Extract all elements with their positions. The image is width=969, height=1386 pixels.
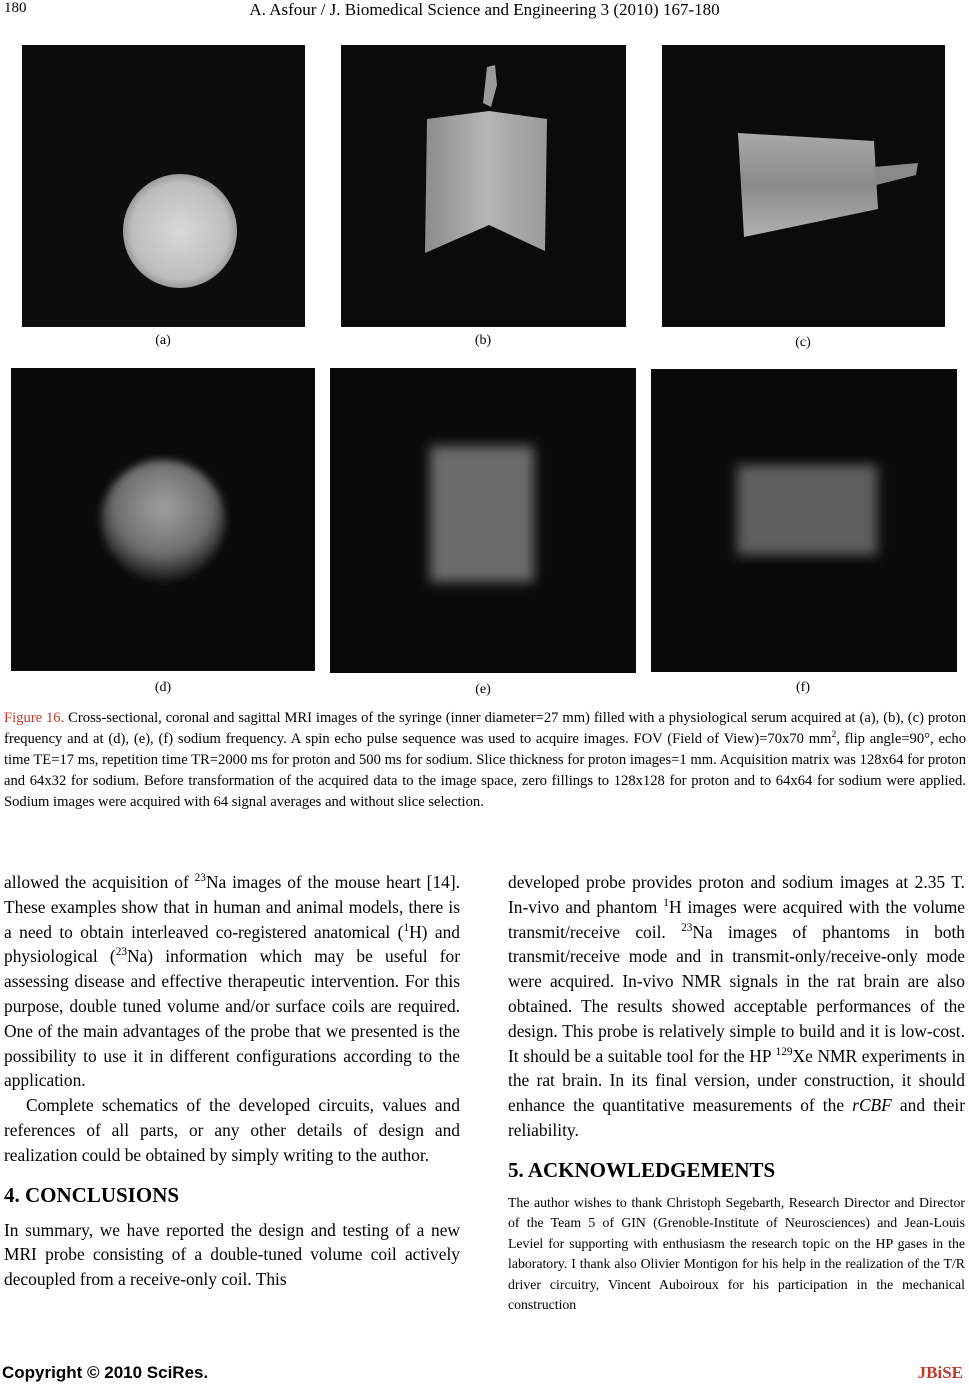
left-paragraph-2: Complete schematics of the developed circuits, values and references of all parts, or any other details of design and realization could be obtained by simply writing to the author. bbox=[4, 1095, 460, 1165]
caption-text: Cross-sectional, coronal and sagittal MRI images of the syringe (inner diameter=27 mm) filled with a physiological serum acquired at (a), (b), (c) proton frequency and at (d), (e), (f) sodium frequency. A spin echo pulse sequence was used to acquire images. FOV (Field of View)=70x70 mm bbox=[4, 710, 966, 747]
figure-caption bbox=[4, 708, 966, 813]
mri-image-e bbox=[330, 368, 636, 673]
footer-journal: JBiSE bbox=[917, 1363, 963, 1382]
caption-text-continued: , flip angle=90°, echo time TE=17 ms, repetition time TR=2000 ms for proton and 500 ms for sodium. Slice thickness for proton images=1 mm. Acquisition matrix was 128x64 for proton and 64x32 for sodium. Before transformation of the acquired data to the image space, zero fillings to 128x128 for proton and to 64x64 for sodium were applied. Sodium images were acquired with 64 signal averages and without slice selection. bbox=[4, 731, 966, 810]
mri-image-c bbox=[662, 45, 945, 327]
disc-signal bbox=[123, 174, 237, 288]
right-column bbox=[508, 870, 965, 1316]
superscript: 23 bbox=[194, 872, 206, 885]
superscript: 23 bbox=[681, 921, 693, 934]
panel-label-c: (c) bbox=[795, 335, 811, 350]
mri-image-f bbox=[651, 369, 957, 672]
mri-image-b bbox=[341, 45, 626, 327]
section-heading-acknowledgements: 5. ACKNOWLEDGEMENTS bbox=[508, 1157, 776, 1182]
left-column bbox=[4, 870, 460, 1292]
rect-signal bbox=[430, 446, 534, 582]
superscript: 1 bbox=[403, 921, 410, 934]
emphasis: rCBF bbox=[852, 1095, 892, 1116]
superscript: 23 bbox=[115, 946, 127, 959]
rect-signal bbox=[737, 465, 877, 555]
disc-signal bbox=[101, 460, 225, 580]
panel-label-e: (e) bbox=[475, 682, 491, 697]
mri-panel-d bbox=[11, 368, 315, 671]
mri-panel-b bbox=[341, 45, 626, 327]
mri-panel-f bbox=[651, 369, 957, 672]
superscript: 129 bbox=[775, 1045, 793, 1058]
panel-label-b: (b) bbox=[474, 333, 492, 348]
panel-label-a: (a) bbox=[155, 333, 171, 348]
panel-label-d: (d) bbox=[154, 680, 172, 695]
acknowledgements-text: The author wishes to thank Christoph Segebarth, Research Director and Director of the Team 5 of GIN (Grenoble-Institute of Neurosciences) and Jean-Louis Leviel for supporting with enthusiasm the research topic on the HP gases in the laboratory. I thank also Olivier Montigon for his help in the realization of the T/R driver circuitry, Vincent Auboiroux for his participation in the mechanical construction bbox=[508, 1194, 965, 1313]
text: H images were acquired with the volume transmit/receive coil. bbox=[508, 896, 965, 942]
caption-superscript: 2 bbox=[831, 730, 837, 741]
text: Xe NMR experiments in the rat brain. In its final version, under construction, it should enhance the quantitative measurements of the bbox=[508, 1045, 965, 1116]
mri-panel-c bbox=[662, 45, 945, 327]
text: Na) information which may be useful for assessing disease and effective therapeutic intervention. For this purpose, double tuned volume and/or surface coils are required. One of the main advantages of the probe that we presented is the possibility to use it in different configurations according to the application. bbox=[4, 946, 460, 1091]
left-paragraph-1 bbox=[4, 870, 460, 1093]
text: Na images of the mouse heart [14]. These examples show that in human and animal models, there is a need to obtain interleaved co-registered anatomical ( bbox=[4, 872, 460, 942]
text: Na images of phantoms in both transmit/receive mode and in transmit-only/receive-only mode were acquired. In-vivo NMR signals in the rat brain are also obtained. The results showed acceptable performances of the design. This probe is relatively simple to build and it is low-cost. It should be a suitable tool for the HP bbox=[508, 921, 965, 1066]
mri-image-d bbox=[11, 368, 315, 671]
mri-image-a bbox=[22, 45, 305, 327]
text: developed probe provides proton and sodium images at 2.35 T. In-vivo and phantom bbox=[508, 872, 965, 917]
running-head: A. Asfour / J. Biomedical Science and Engineering 3 (2010) 167-180 bbox=[249, 0, 720, 19]
page-number: 180 bbox=[4, 0, 27, 16]
section-heading-conclusions: 4. CONCLUSIONS bbox=[4, 1182, 180, 1207]
right-paragraph-1 bbox=[508, 870, 965, 1143]
superscript: 1 bbox=[663, 897, 669, 909]
mri-panel-a bbox=[22, 45, 305, 327]
panel-label-f: (f) bbox=[796, 680, 810, 695]
text: allowed the acquisition of bbox=[4, 872, 195, 892]
left-paragraph-3: In summary, we have reported the design and testing of a new MRI probe consisting of a double-tuned volume coil actively decoupled from a receive-only coil. This bbox=[4, 1219, 460, 1290]
text: and their reliability. bbox=[508, 1095, 965, 1140]
text: H) and physiological ( bbox=[4, 921, 460, 967]
footer-copyright: Copyright © 2010 SciRes. bbox=[2, 1363, 209, 1382]
figure-label: Figure 16. bbox=[4, 710, 65, 726]
mri-panel-e bbox=[330, 368, 636, 673]
